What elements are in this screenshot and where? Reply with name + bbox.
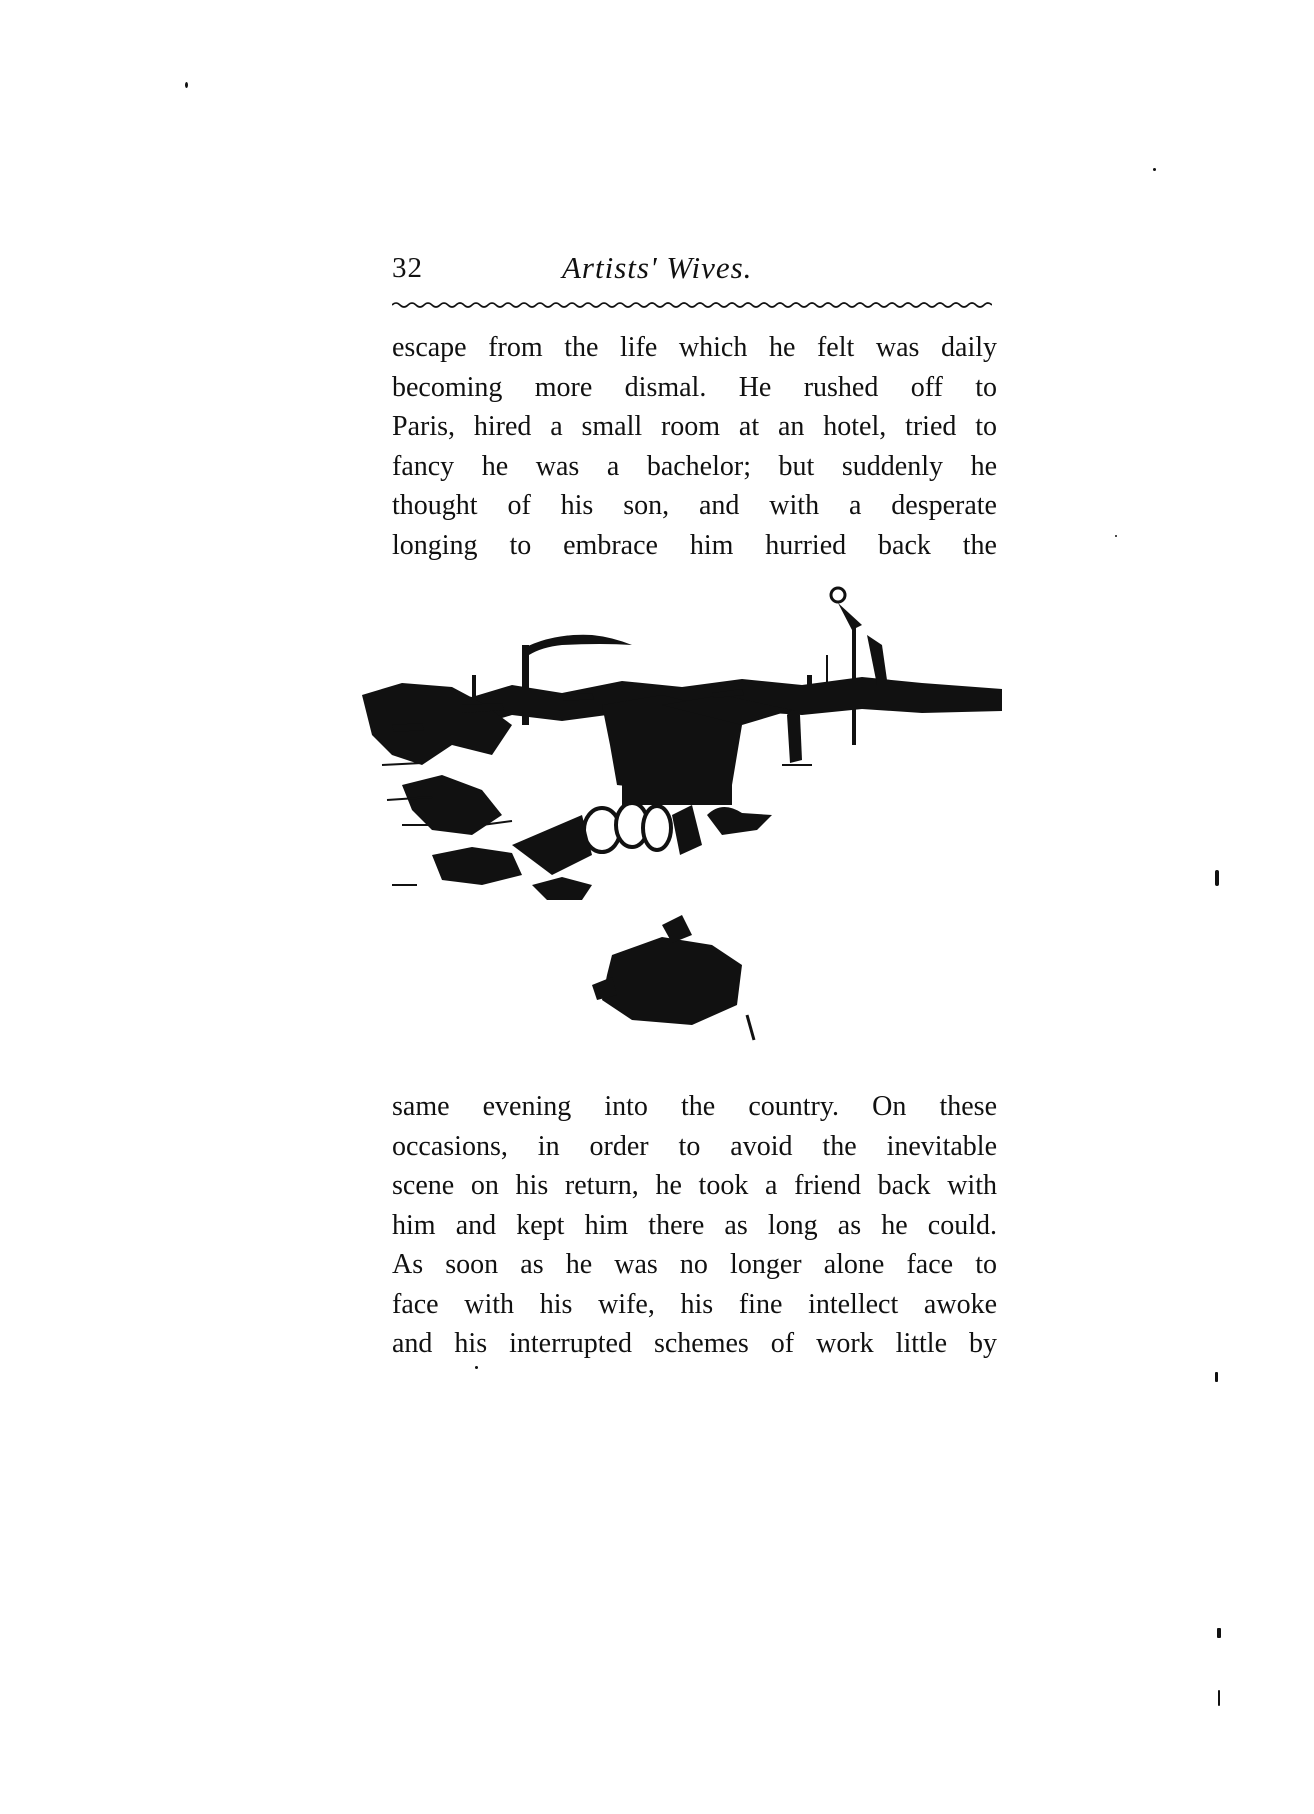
page-number: 32 bbox=[392, 252, 423, 284]
text-line: escape from the life which he felt was daily bbox=[392, 332, 997, 363]
decorative-wavy-rule bbox=[392, 300, 992, 310]
page-header bbox=[392, 250, 992, 294]
scan-speck bbox=[1153, 168, 1156, 171]
text-line: thought of his son, and with a desperate bbox=[392, 490, 997, 521]
paragraph-after-illustration bbox=[392, 1087, 997, 1364]
running-title: Artists' Wives. bbox=[562, 250, 753, 285]
text-line: scene on his return, he took a friend back with bbox=[392, 1170, 997, 1201]
text-line: longing to embrace him hurried back the bbox=[392, 529, 997, 561]
scan-speck bbox=[475, 1366, 478, 1369]
text-line: same evening into the country. On these bbox=[392, 1091, 997, 1122]
text-line: Paris, hired a small room at an hotel, tried to bbox=[392, 411, 997, 442]
text-line: fancy he was a bachelor; but suddenly he bbox=[392, 450, 997, 482]
text-line: occasions, in order to avoid the inevitable bbox=[392, 1130, 997, 1162]
text-line: and his interrupted schemes of work little by bbox=[392, 1328, 997, 1359]
text-line: As soon as he was no longer alone face to bbox=[392, 1249, 997, 1280]
paragraph-before-illustration bbox=[392, 328, 997, 565]
scan-speck bbox=[185, 82, 188, 88]
scan-speck bbox=[1215, 1372, 1218, 1382]
text-line: becoming more dismal. He rushed off to bbox=[392, 371, 997, 403]
scan-speck bbox=[1218, 1690, 1220, 1706]
scan-speck bbox=[1215, 870, 1219, 886]
scan-speck bbox=[1115, 535, 1117, 537]
text-line: him and kept him there as long as he could. bbox=[392, 1209, 997, 1241]
scan-speck bbox=[1217, 1628, 1221, 1638]
street-scene-illustration bbox=[362, 585, 1012, 1065]
text-line: face with his wife, his fine intellect awoke bbox=[392, 1288, 997, 1320]
